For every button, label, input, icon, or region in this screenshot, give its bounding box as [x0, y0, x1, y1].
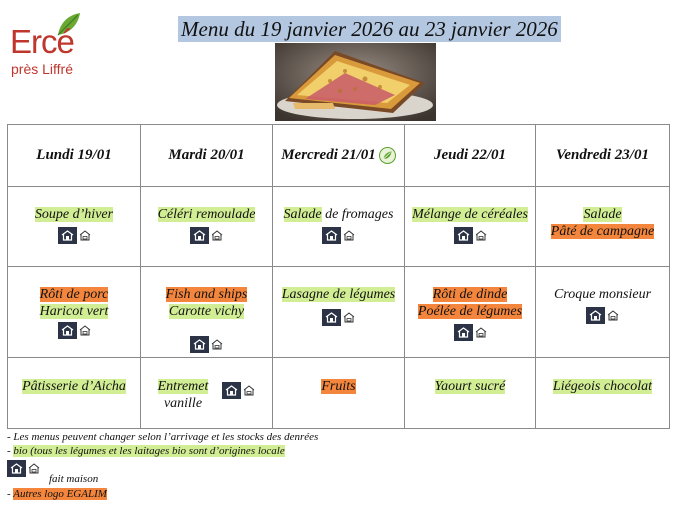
- note-egalim-text: Autres logo EGALIM: [13, 488, 107, 500]
- house-pot-icon: [454, 324, 487, 341]
- menu-cell: [141, 267, 273, 358]
- menu-cell: [273, 358, 405, 429]
- table-row: [8, 358, 670, 429]
- dish-name: Haricot vert: [39, 304, 109, 319]
- menu-cell: [536, 187, 670, 267]
- dish-name: Salade: [583, 207, 622, 222]
- table-row: [8, 187, 670, 267]
- dish-name: Croque monsieur: [553, 287, 652, 302]
- house-pot-icon: [322, 227, 355, 244]
- dish-name: Fruits: [321, 379, 356, 394]
- table-header-row: [8, 125, 670, 187]
- house-pot-icon: [222, 382, 255, 399]
- dish-name: Poélée de légumes: [417, 304, 523, 319]
- menu-cell: [141, 187, 273, 267]
- house-pot-icon: [322, 309, 355, 326]
- note-dash: -: [7, 488, 14, 500]
- menu-cell: [536, 358, 670, 429]
- day-label: Vendredi 23/01: [556, 147, 649, 163]
- town-logo: [7, 9, 84, 82]
- dish-name-suffix: de fromages: [321, 207, 394, 222]
- menu-cell: [536, 267, 670, 358]
- note-bio: [7, 444, 318, 458]
- menu-cell: [8, 267, 141, 358]
- dish-name: Rôti de dinde: [432, 287, 508, 302]
- house-pot-icon: [454, 227, 487, 244]
- page-title: Menu du 19 janvier 2026 au 23 janvier 2026: [178, 16, 561, 42]
- dish-name: Lasagne de légumes: [281, 287, 396, 302]
- day-header: [141, 125, 273, 187]
- menu-cell: [273, 187, 405, 267]
- note-dash: -: [7, 445, 14, 457]
- menu-cell: [273, 267, 405, 358]
- day-label: Jeudi 22/01: [433, 147, 507, 163]
- dish-name: Entremet: [157, 379, 209, 394]
- house-pot-icon: [58, 322, 91, 339]
- dish-name: Soupe d’hiver: [34, 207, 114, 222]
- dish-name: Carotte vichy: [168, 304, 245, 319]
- bio-leaf-icon: [379, 147, 396, 164]
- menu-cell: [8, 358, 141, 429]
- dish-name: Fish and ships: [165, 287, 248, 302]
- house-pot-icon: [190, 227, 223, 244]
- table-row: [8, 267, 670, 358]
- menu-cell: [141, 358, 273, 429]
- legend-notes: [7, 430, 318, 501]
- dish-name: Pâtisserie d’Aicha: [22, 379, 126, 394]
- note-bio-text: bio (tous les légumes et les laitages bio sont d’origines locale: [13, 445, 285, 457]
- day-header: [8, 125, 141, 187]
- day-label: Mercredi 21/01: [281, 146, 376, 163]
- day-header: [405, 125, 536, 187]
- note-homemade: [7, 460, 318, 487]
- note-text: - Les menus peuvent changer selon l’arrivage et les stocks des denrées: [7, 431, 319, 443]
- menu-cell: [405, 267, 536, 358]
- logo-subtitle: près Liffré: [11, 61, 73, 77]
- day-label: Mardi 20/01: [168, 147, 245, 163]
- dish-name: Mélange de céréales: [412, 207, 528, 222]
- menu-cell: [405, 358, 536, 429]
- menu-cell: [405, 187, 536, 267]
- dish-name: Rôti de porc: [39, 287, 109, 302]
- house-pot-icon: [7, 460, 40, 477]
- dish-name: Céléri remoulade: [157, 207, 256, 222]
- dish-name: Pâté de campagne: [550, 224, 655, 239]
- day-header: [536, 125, 670, 187]
- house-pot-icon: [58, 227, 91, 244]
- dish-name: Yaourt sucré: [434, 379, 506, 394]
- dish-name: Salade: [283, 207, 322, 222]
- logo-name: Ercé: [10, 23, 74, 60]
- house-pot-icon: [190, 336, 223, 353]
- day-header: [273, 125, 405, 187]
- dish-name: Liégeois chocolat: [552, 379, 653, 394]
- menu-table: [7, 124, 670, 429]
- note-homemade-text: fait maison: [49, 473, 99, 485]
- note-egalim: [7, 487, 318, 501]
- house-pot-icon: [586, 307, 619, 324]
- croque-monsieur-photo: [275, 43, 436, 121]
- menu-cell: [8, 187, 141, 267]
- day-label: Lundi 19/01: [36, 147, 112, 163]
- dish-name: vanille: [163, 396, 203, 411]
